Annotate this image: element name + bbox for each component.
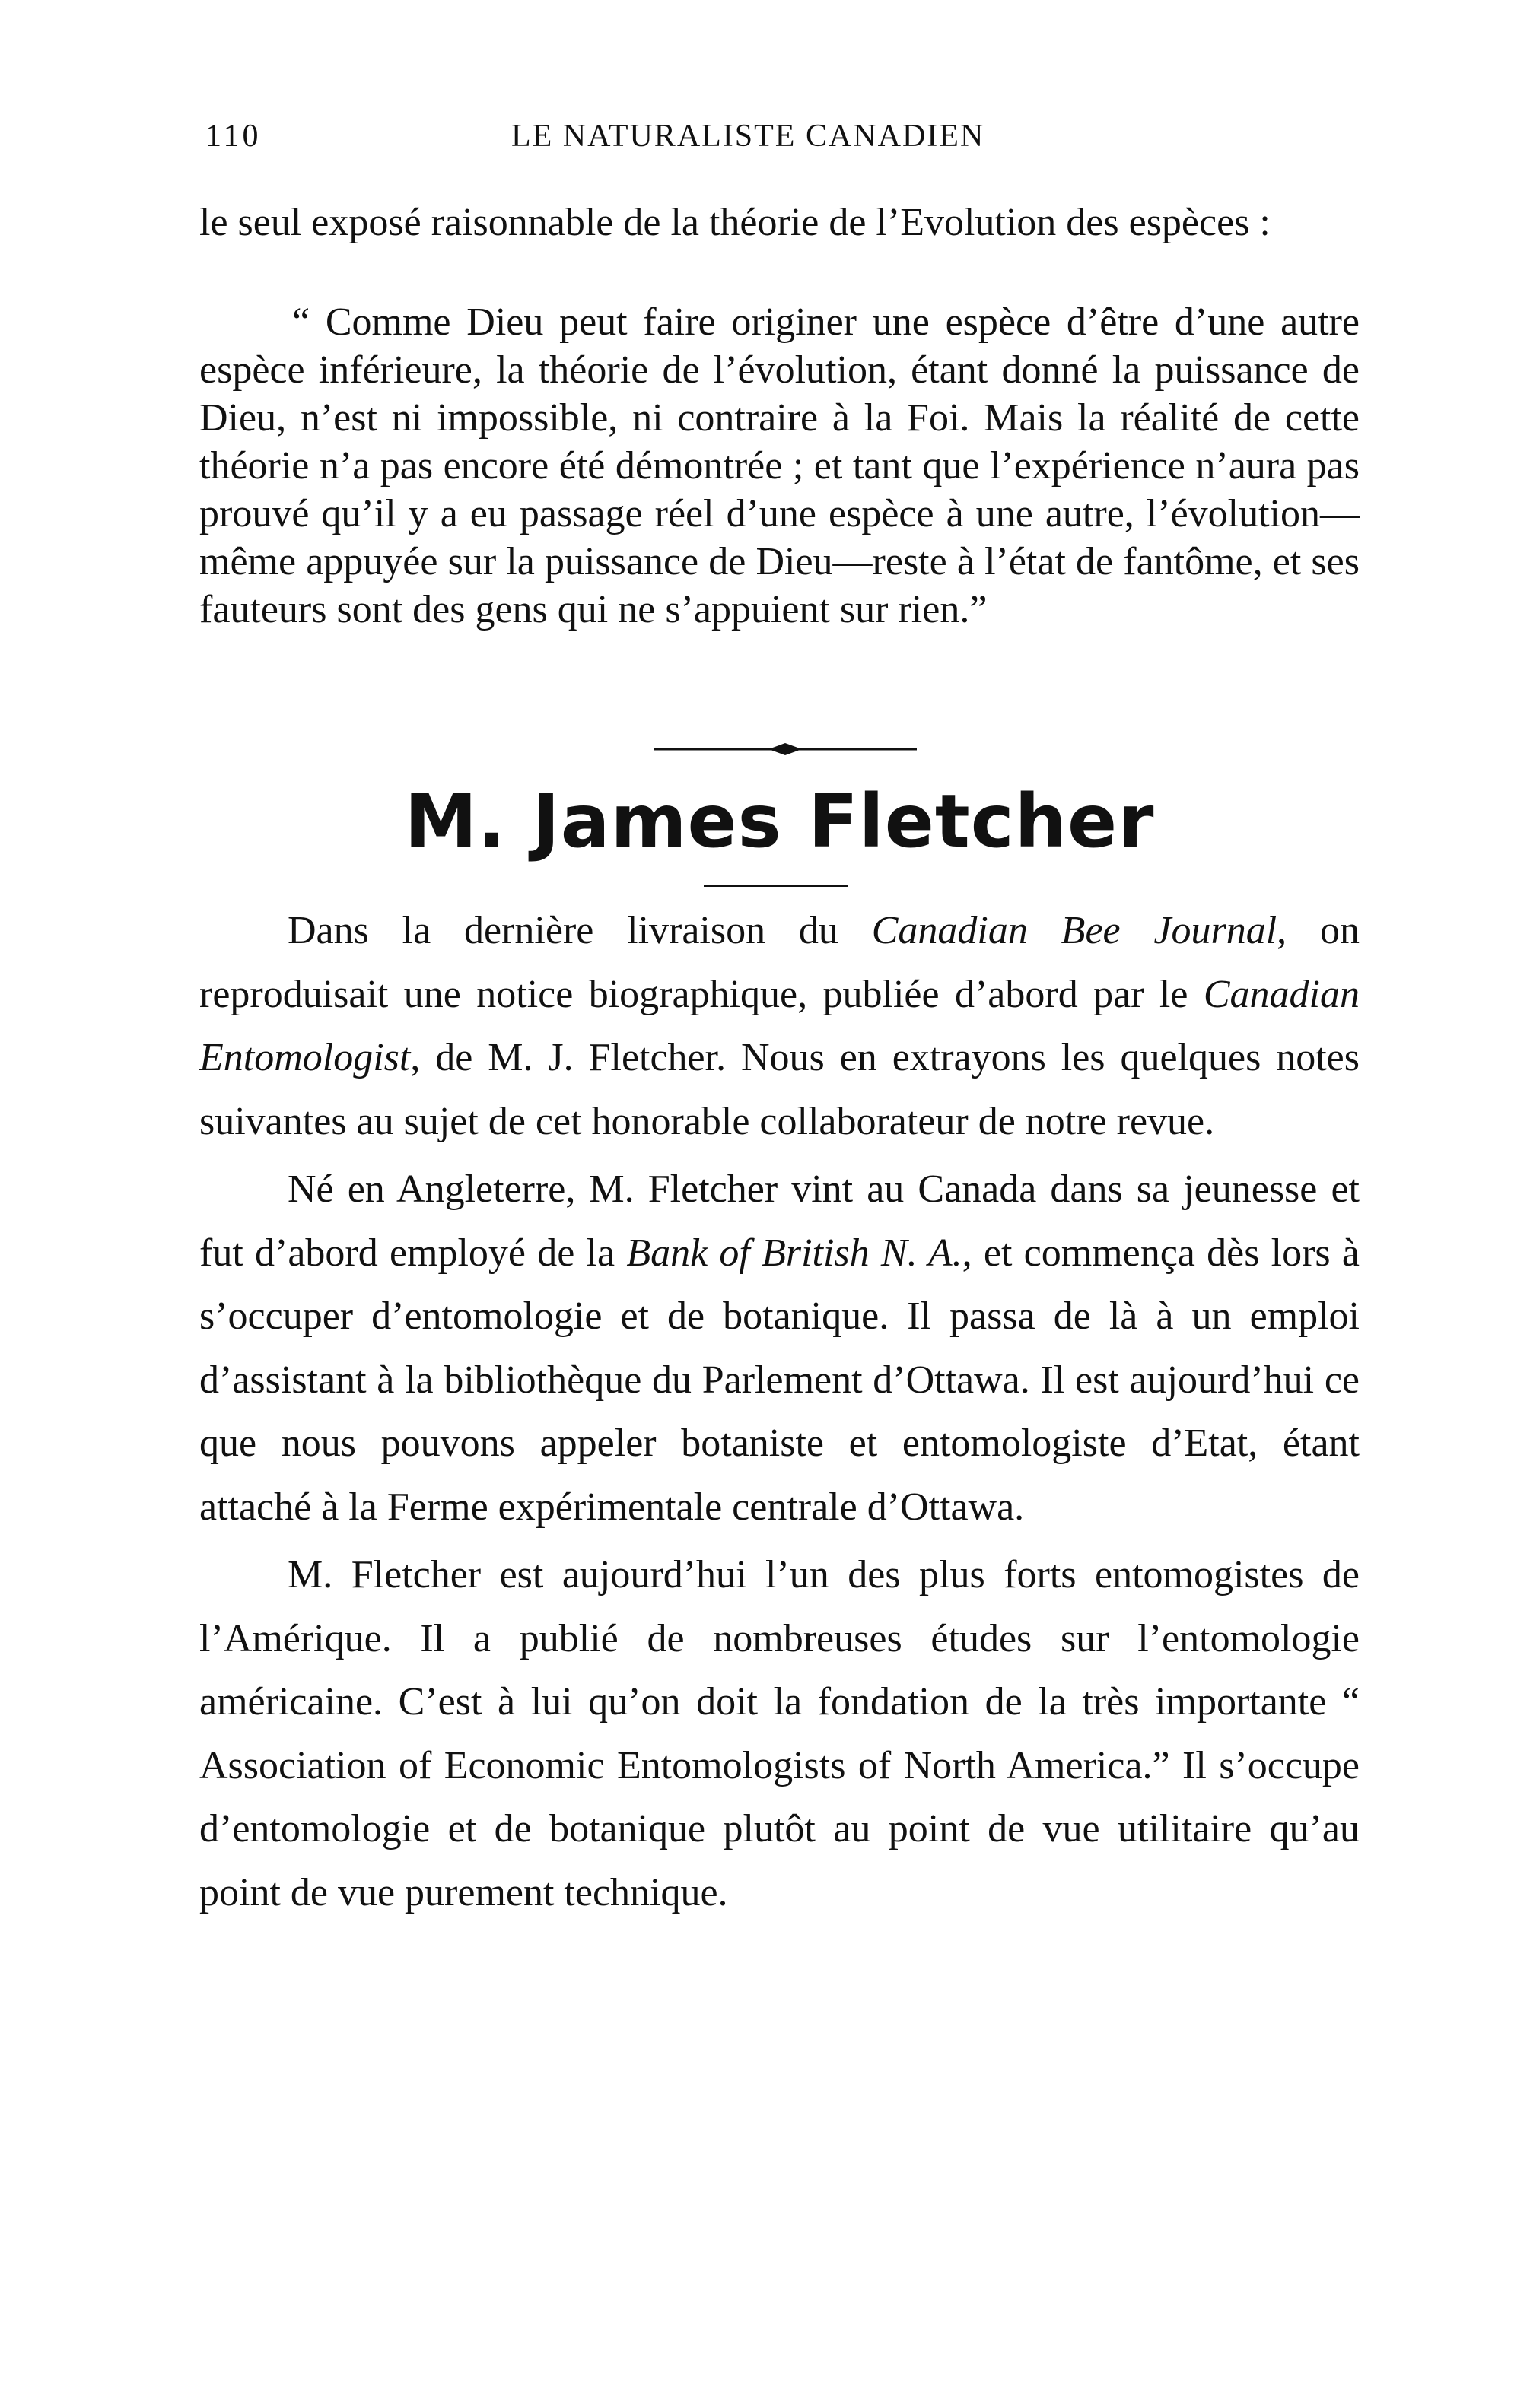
page-number: 110 — [205, 119, 262, 154]
journal-title-entomologist: Canadian Entomologist — [199, 972, 1360, 1079]
quotation-text: “ Comme Dieu peut faire originer une espèce d’être d’une autre espèce inférieure, la théorie de l’évolution, étant donné la puissance de Dieu, n’est ni impossible, ni contraire à la Foi. Mais la réalité de cette théorie n’a pas encore été démontrée ; et tant que l’expérience n’aura pas prouvé qu’il y a eu passage réel d’une espèce à une autre, l’évolution—même appuyée sur la puissance de Dieu—reste à l’état de fantôme, et ses fauteurs sont des gens qui ne s’appuient sur rien.” — [199, 300, 1360, 631]
p2-text-a: Né en Angleterre, M. Fletcher vint au Canada dans sa jeunesse et fut d’abord employé de la — [199, 1167, 1360, 1275]
section-title: M. James Fletcher — [404, 779, 1155, 864]
page-header — [205, 118, 1362, 171]
intro-paragraph — [199, 199, 1360, 247]
title-underline-rule — [704, 885, 848, 887]
journal-title-bee: Canadian Bee Journal — [871, 909, 1277, 952]
article-paragraph-2 — [199, 1158, 1360, 1539]
p1-text-b: , on reproduisait une notice biographique, publiée d’abord par le — [199, 909, 1360, 1016]
quotation-block — [199, 298, 1360, 634]
article-paragraph-1 — [199, 899, 1360, 1153]
bank-name: Bank of British N. A. — [626, 1231, 962, 1275]
intro-text: le seul exposé raisonnable de la théorie de l’Evolution des espèces : — [199, 201, 1271, 244]
p1-text-a: Dans la dernière livraison du — [288, 909, 872, 952]
p1-text-c: , de M. J. Fletcher. Nous en extrayons les quelques notes suivantes au sujet de cet honorable collaborateur de notre revue. — [199, 1036, 1360, 1143]
section-ornament-divider — [654, 738, 917, 761]
article-paragraph-3: M. Fletcher est aujourd’hui l’un des plus forts entomogistes de l’Amérique. Il a publié de nombreuses études sur l’entomologie américaine. C’est à lui qu’on doit la fondation de la très importante “ Association of Economic Entomologists of North America.” Il s’occupe d’entomologie et de botanique plutôt au point de vue utilitaire qu’au point de vue purement technique. — [199, 1553, 1360, 1914]
p2-text-b: , et commença dès lors à s’occuper d’entomologie et de botanique. Il passa de là à un emploi d’assistant à la bibliothèque du Parlement d’Ottawa. Il est aujourd’hui ce que nous pouvons appeler botaniste et entomologiste d’Etat, étant attaché à la Ferme expérimentale centrale d’Ottawa. — [199, 1231, 1360, 1529]
running-title: LE NATURALISTE CANADIEN — [511, 119, 985, 154]
article-body — [199, 899, 1360, 1924]
